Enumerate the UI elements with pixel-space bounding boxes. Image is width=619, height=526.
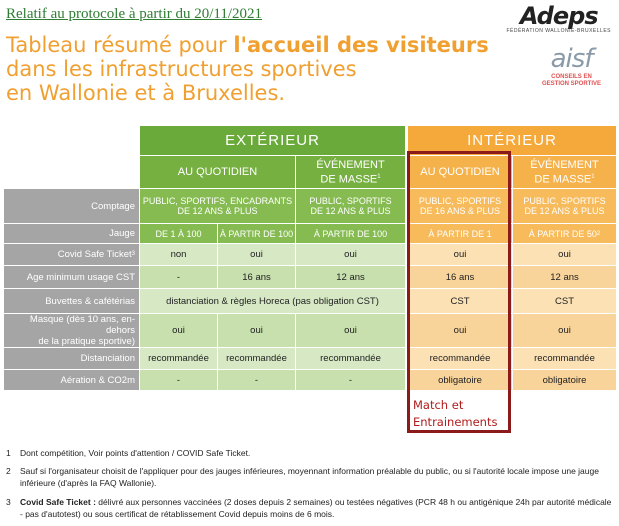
masque-c: oui	[296, 314, 405, 347]
col-ext-quotidien: AU QUOTIDIEN	[140, 156, 295, 188]
adeps-logo: Adeps FÉDÉRATION WALLONIE-BRUXELLES	[506, 2, 611, 34]
masque-a: oui	[140, 314, 217, 347]
footnote-3: 3 Covid Safe Ticket : délivré aux personnes vaccinées (2 doses depuis 2 semaines) ou testées négatives (PCR 48 h ou antigénique 24h par autorité médicale - pas d'autotest) ou sous certificat de rétablissement Covid depuis moins de 6 mois.	[6, 497, 612, 519]
header-exterieur: EXTÉRIEUR	[140, 126, 405, 155]
highlight-box	[407, 151, 511, 433]
row-label-masque: Masque (dès 10 ans, en-dehors de la pratique sportive)	[4, 314, 139, 347]
aeration-e: obligatoire	[513, 370, 616, 390]
distanciation-b: recommandée	[218, 348, 295, 369]
jauge-b: À PARTIR DE 100	[218, 224, 295, 243]
covid-e: oui	[513, 244, 616, 265]
comptage-int-quot: PUBLIC, SPORTIFS DE 16 ANS & PLUS	[408, 189, 512, 223]
row-label-aeration: Aération & CO2m	[4, 370, 139, 390]
distanciation-c: recommandée	[296, 348, 405, 369]
covid-d: oui	[408, 244, 512, 265]
buvettes-d: CST	[408, 289, 512, 313]
buvettes-ext: distanciation & règles Horeca (pas obligation CST)	[140, 289, 405, 313]
footnote-1: 1 Dont compétition, Voir points d'attention / COVID Safe Ticket.	[6, 448, 251, 458]
page-title	[6, 33, 489, 105]
title-bold: l'accueil des visiteurs	[233, 33, 489, 57]
aeration-a: -	[140, 370, 217, 390]
masque-e: oui	[513, 314, 616, 347]
footnote-2: 2 Sauf si l'organisateur choisit de l'appliquer pour des jauges inférieures, moyennant information préalable du public, ou si l'autorité locale impose une jauge inférieure (d'après la FAQ Wallonie).	[6, 466, 599, 488]
row-label-jauge: Jauge	[4, 224, 139, 243]
col-ext-masse: ÉVÉNEMENT DE MASSE$^1$	[296, 156, 405, 188]
distanciation-d: recommandée	[408, 348, 512, 369]
jauge-c: À PARTIR DE 100	[296, 224, 405, 243]
col-int-quotidien: AU QUOTIDIEN	[408, 156, 512, 188]
annotation-text: Match et Entrainements	[413, 398, 498, 429]
buvettes-e: CST	[513, 289, 616, 313]
distanciation-e: recommandée	[513, 348, 616, 369]
covid-b: oui	[218, 244, 295, 265]
row-label-comptage: Comptage	[4, 189, 139, 223]
age-c: 12 ans	[296, 266, 405, 288]
age-d: 16 ans	[408, 266, 512, 288]
aeration-c: -	[296, 370, 405, 390]
jauge-a: DE 1 À 100	[140, 224, 217, 243]
comptage-ext-masse: PUBLIC, SPORTIFS DE 12 ANS & PLUS	[296, 189, 405, 223]
title-line2: dans les infrastructures sportives	[6, 57, 357, 81]
row-label-age: Age minimum usage CST	[4, 266, 139, 288]
distanciation-a: recommandée	[140, 348, 217, 369]
covid-a: non	[140, 244, 217, 265]
col-int-masse: ÉVÉNEMENT DE MASSE$^1$	[513, 156, 616, 188]
title-line3: en Wallonie et à Bruxelles.	[6, 81, 286, 105]
protocol-date: Relatif au protocole à partir du 20/11/2021	[6, 6, 263, 22]
masque-d: oui	[408, 314, 512, 347]
aeration-b: -	[218, 370, 295, 390]
header-interieur: INTÉRIEUR	[408, 126, 616, 155]
masque-b: oui	[218, 314, 295, 347]
aisf-logo: aisf CONSEILS EN GESTION SPORTIVE	[541, 44, 601, 87]
title-pre: Tableau résumé pour	[6, 33, 234, 57]
covid-c: oui	[296, 244, 405, 265]
aeration-d: obligatoire	[408, 370, 512, 390]
row-label-covid: Covid Safe Ticket 3	[4, 244, 139, 265]
row-label-buvettes: Buvettes & cafétérias	[4, 289, 139, 313]
row-label-distanciation: Distanciation	[4, 348, 139, 369]
age-b: 16 ans	[218, 266, 295, 288]
jauge-e: À PARTIR DE 50 2	[513, 224, 616, 243]
comptage-ext-quot: PUBLIC, SPORTIFS, ENCADRANTS DE 12 ANS & PLUS	[140, 189, 295, 223]
age-e: 12 ans	[513, 266, 616, 288]
jauge-d: À PARTIR DE 1	[408, 224, 512, 243]
comptage-int-masse: PUBLIC, SPORTIFS DE 12 ANS & PLUS	[513, 189, 616, 223]
age-a: -	[140, 266, 217, 288]
